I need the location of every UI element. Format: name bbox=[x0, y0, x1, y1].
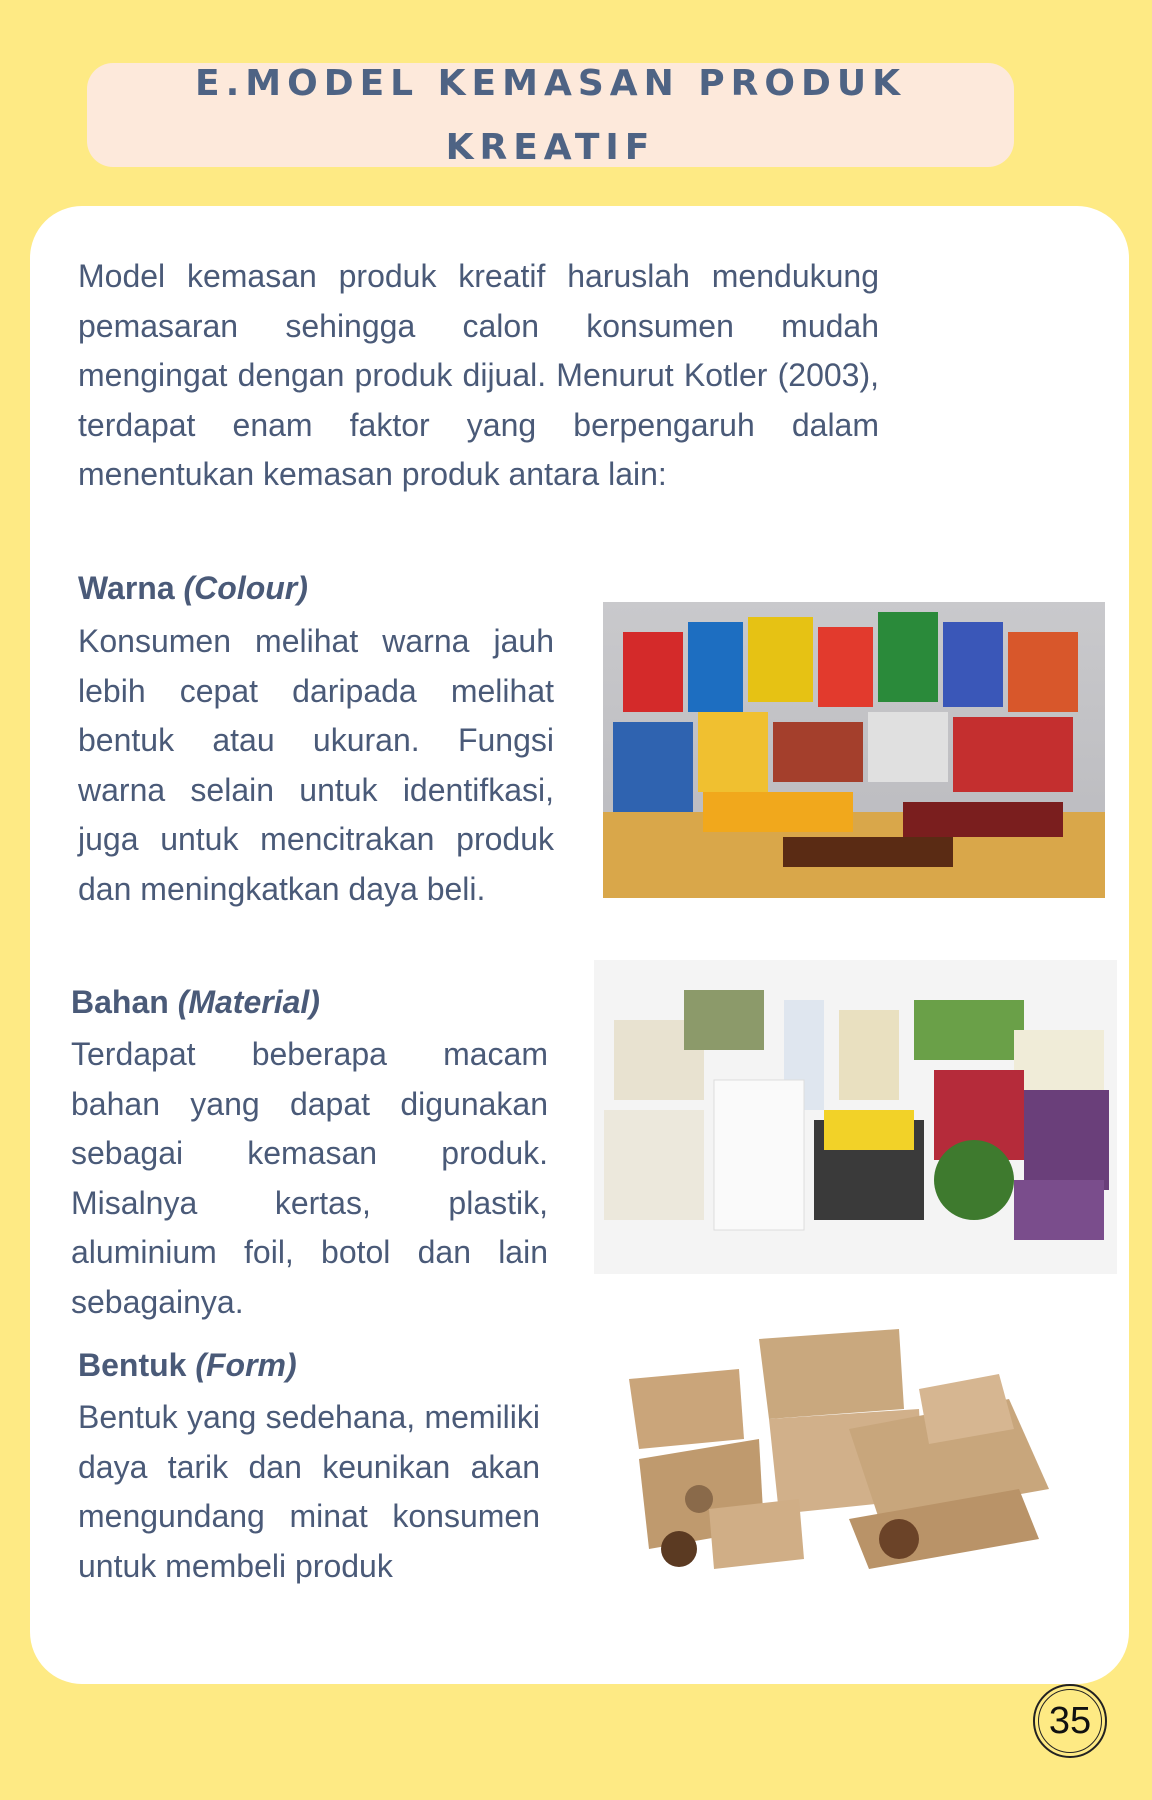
warna-body: Konsumen melihat warna jauh lebih cepat daripada melihat bentuk atau ukuran. Fungsi warna selain untuk identifkasi, juga untuk mencitrakan produk dan meningkatkan daya beli. bbox=[78, 623, 554, 907]
heading-text: Bahan bbox=[71, 984, 169, 1020]
heading-text: Bentuk bbox=[78, 1347, 187, 1383]
material-packaging-image bbox=[594, 960, 1117, 1274]
heading-text: Warna bbox=[78, 570, 175, 606]
header-title-line1: E.MODEL KEMASAN PRODUK bbox=[195, 63, 906, 104]
heading-english: (Colour) bbox=[183, 570, 308, 606]
heading-english: (Material) bbox=[177, 984, 320, 1020]
page-number bbox=[1033, 1684, 1107, 1758]
header-title-line2: KREATIF bbox=[445, 127, 656, 167]
kraft-boxes-image bbox=[619, 1319, 1090, 1583]
snack-packaging-image bbox=[603, 602, 1105, 898]
heading-bentuk bbox=[78, 1347, 297, 1384]
heading-bahan bbox=[71, 984, 320, 1021]
bahan-body: Terdapat beberapa macam bahan yang dapat digunakan sebagai kemasan produk. Misalnya kertas, plastik, aluminium foil, botol dan lain sebagainya. bbox=[71, 1036, 548, 1320]
heading-english: (Form) bbox=[195, 1347, 297, 1383]
bentuk-body: Bentuk yang sedehana, memiliki daya tarik dan keunikan akan mengundang minat konsumen untuk membeli produk bbox=[78, 1399, 540, 1584]
intro-paragraph: Model kemasan produk kreatif haruslah mendukung pemasaran sehingga calon konsumen mudah mengingat dengan produk dijual. Menurut Kotler (2003), terdapat enam faktor yang berpengaruh dalam menentukan kemasan produk antara lain: bbox=[78, 258, 879, 492]
page-number-text: 35 bbox=[1048, 1699, 1092, 1742]
heading-warna bbox=[78, 570, 308, 607]
section-header bbox=[87, 63, 1014, 167]
